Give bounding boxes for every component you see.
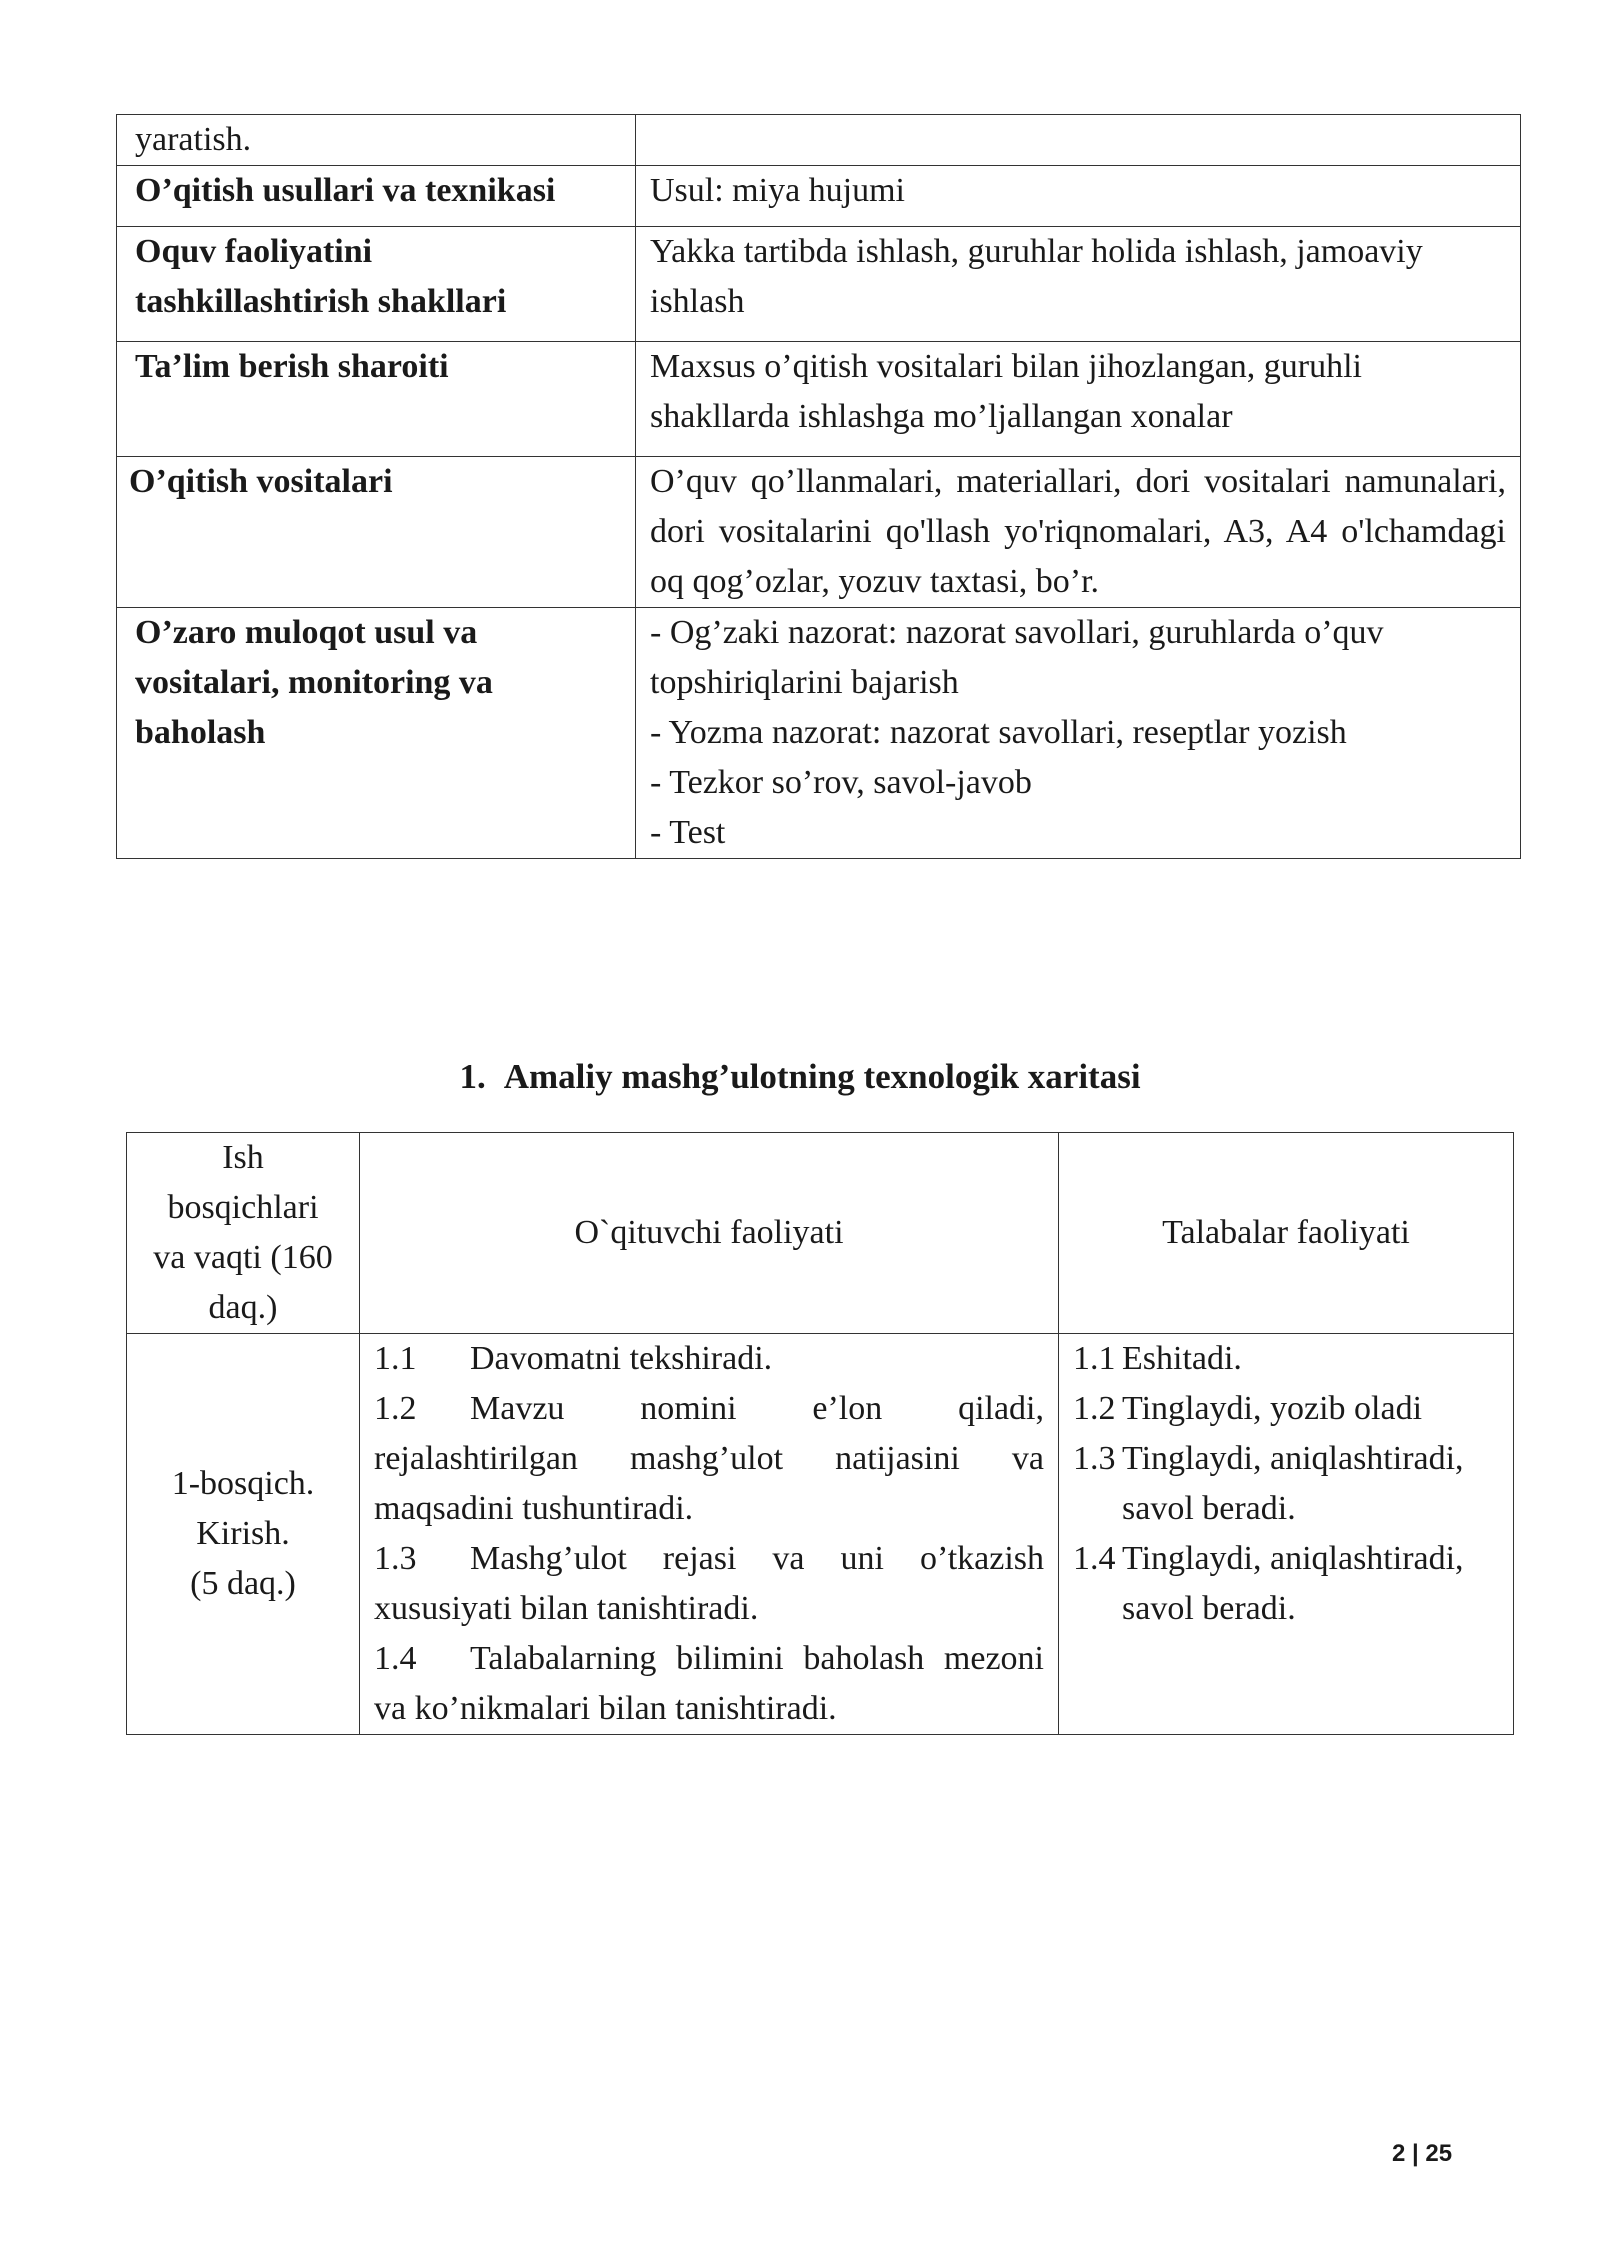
teacher-activity-item xyxy=(374,1384,1044,1534)
empty-cell xyxy=(636,115,1521,166)
row-label-teaching-tools: O’qitish vositalari xyxy=(117,457,636,608)
label-line: baholash xyxy=(135,714,266,751)
row-value-teaching-conditions: Maxsus o’qitish vositalari bilan jihozlangan, guruhli shakllarda ishlashga mo’ljallangan xonalar xyxy=(636,342,1521,457)
teacher-activity-item xyxy=(374,1534,1044,1634)
item-text: Tinglaydi, aniqlashtiradi, xyxy=(1122,1540,1464,1577)
item-continuation: savol beradi. xyxy=(1122,1590,1296,1627)
stage-line: 1-bosqich. xyxy=(171,1465,315,1502)
header-line: daq.) xyxy=(208,1289,278,1326)
item-text: Mashg’ulot rejasi va uni o’tkazish xususiyati bilan tanishtiradi. xyxy=(374,1540,1044,1627)
header-stage-time xyxy=(127,1133,360,1334)
value-line: - Test xyxy=(650,814,726,851)
table-row xyxy=(117,166,1521,227)
item-number: 1.4 xyxy=(1073,1540,1116,1577)
item-text: Talabalarning bilimini baholash mezoni va ko’nikmalari bilan tanishtiradi. xyxy=(374,1640,1044,1727)
label-line: vositalari, monitoring va xyxy=(135,664,493,701)
row-label-communication-monitoring xyxy=(117,608,636,859)
teacher-activity-item xyxy=(374,1334,1044,1384)
item-continuation: savol beradi. xyxy=(1122,1490,1296,1527)
student-activity-item xyxy=(1073,1534,1503,1634)
item-number: 1.1 xyxy=(1073,1340,1116,1377)
continuation-cell xyxy=(117,115,636,166)
table-row xyxy=(117,608,1521,859)
item-number: 1.1 xyxy=(374,1340,417,1377)
header-line: Ish xyxy=(222,1139,264,1176)
row-value-teaching-tools: O’quv qo’llanmalari, materiallari, dori vositalari namunalari, dori vositalarini qo'llash yo'riqnomalari, A3, A4 o'lchamdagi oq qog’ozlar, yozuv taxtasi, bo’r. xyxy=(636,457,1521,608)
table-row xyxy=(117,227,1521,342)
label-line: O’zaro muloqot usul va xyxy=(135,614,478,651)
stage-cell xyxy=(127,1334,360,1735)
item-text: Tinglaydi, aniqlashtiradi, xyxy=(1122,1440,1464,1477)
table-row xyxy=(127,1334,1514,1735)
teacher-activity-item xyxy=(374,1634,1044,1734)
label-line: tashkillashtirish shakllari xyxy=(135,283,507,320)
header-line: bosqichlari xyxy=(167,1189,319,1226)
row-value-communication-monitoring xyxy=(636,608,1521,859)
item-text: Eshitadi. xyxy=(1122,1340,1242,1377)
item-number: 1.2 xyxy=(1073,1390,1116,1427)
value-line: - Yozma nazorat: nazorat savollari, reseptlar yozish xyxy=(650,714,1347,751)
section-heading xyxy=(0,1052,1600,1102)
value-line: - Og’zaki nazorat: nazorat savollari, guruhlarda o’quv topshiriqlarini bajarish xyxy=(650,614,1384,701)
item-number: 1.2 xyxy=(374,1390,417,1427)
row-label-teaching-methods: O’qitish usullari va texnikasi xyxy=(117,166,636,227)
section-number: 1. xyxy=(459,1057,486,1096)
stage-line: (5 daq.) xyxy=(190,1565,296,1602)
page-number xyxy=(1392,2140,1452,2168)
item-text: Davomatni tekshiradi. xyxy=(470,1340,773,1377)
table-row xyxy=(117,115,1521,166)
item-text: Mavzu nomini e’lon qiladi, rejalashtirilgan mashg’ulot natijasini va maqsadini tushuntiradi. xyxy=(374,1390,1044,1527)
value-line: - Tezkor so’rov, savol-javob xyxy=(650,764,1032,801)
item-number: 1.3 xyxy=(1073,1440,1116,1477)
row-label-activity-forms xyxy=(117,227,636,342)
item-number: 1.3 xyxy=(374,1540,417,1577)
header-teacher-activity: O`qituvchi faoliyati xyxy=(360,1133,1059,1334)
student-activity-item xyxy=(1073,1434,1503,1534)
item-number: 1.4 xyxy=(374,1640,417,1677)
label-line: Oquv faoliyatini xyxy=(135,233,373,270)
continuation-text: yaratish. xyxy=(135,121,252,158)
row-value-teaching-methods: Usul: miya hujumi xyxy=(636,166,1521,227)
item-text: Tinglaydi, yozib oladi xyxy=(1122,1390,1423,1427)
student-activity-item xyxy=(1073,1384,1503,1434)
row-value-activity-forms: Yakka tartibda ishlash, guruhlar holida ishlash, jamoaviy ishlash xyxy=(636,227,1521,342)
table-header-row xyxy=(127,1133,1514,1334)
page-total: 25 xyxy=(1425,2140,1453,2167)
header-student-activity: Talabalar faoliyati xyxy=(1059,1133,1514,1334)
student-activity-cell xyxy=(1059,1334,1514,1735)
student-activity-item xyxy=(1073,1334,1503,1384)
stage-line: Kirish. xyxy=(196,1515,290,1552)
section-title: Amaliy mashg’ulotning texnologik xaritasi xyxy=(503,1057,1141,1096)
course-info-table xyxy=(116,114,1521,859)
technological-map-table xyxy=(126,1132,1514,1735)
header-line: va vaqti (160 xyxy=(153,1239,333,1276)
row-label-teaching-conditions: Ta’lim berish sharoiti xyxy=(117,342,636,457)
table-row xyxy=(117,457,1521,608)
table-row xyxy=(117,342,1521,457)
page-separator: | xyxy=(1412,2140,1419,2167)
teacher-activity-cell xyxy=(360,1334,1059,1735)
page-current: 2 xyxy=(1392,2140,1406,2167)
